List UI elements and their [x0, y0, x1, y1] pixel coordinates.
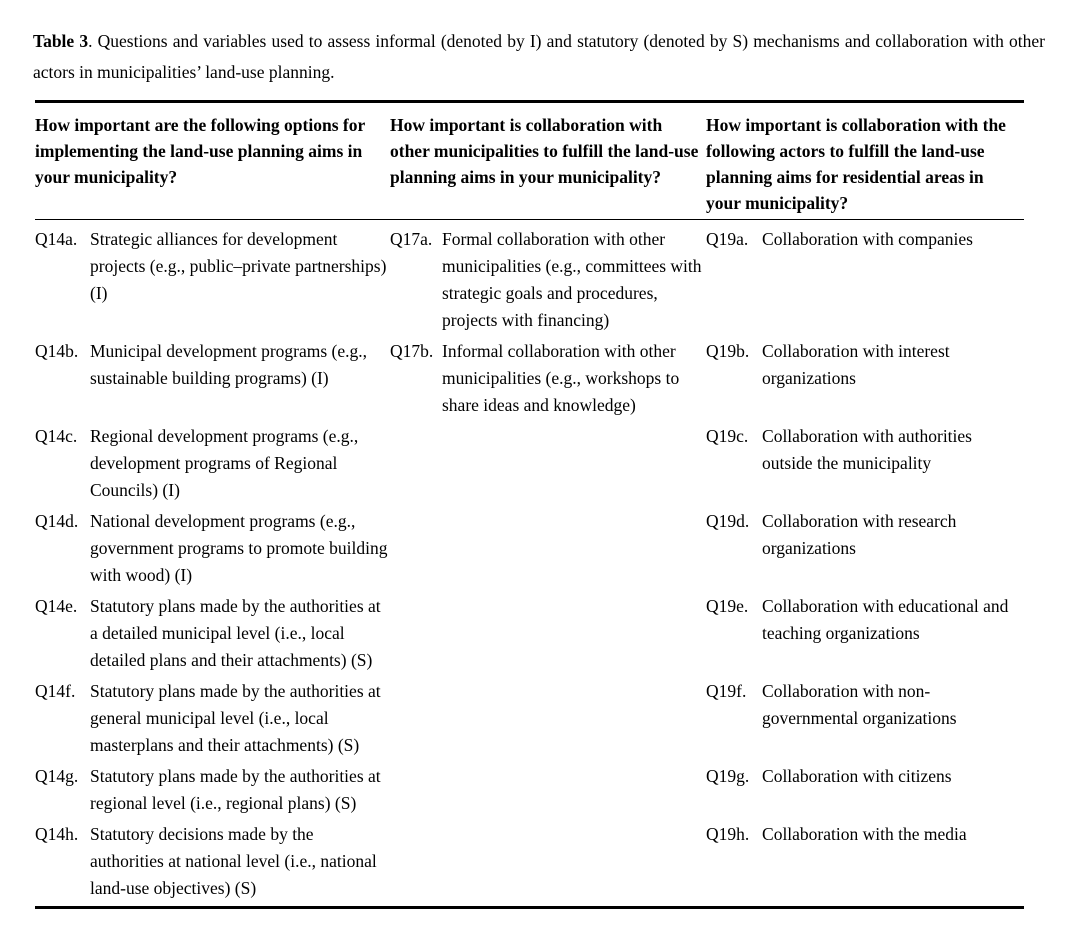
question-code: Q14c.	[35, 426, 78, 446]
table-row	[35, 220, 1024, 339]
question-text	[442, 678, 706, 763]
question-code: Q19c.	[706, 426, 749, 446]
question-text: National development programs (e.g., government programs to promote building with wood) (I)	[90, 511, 388, 585]
column-header-implementation-options: How important are the following options for implementing the land-use planning aims in your municipality?	[35, 102, 390, 220]
question-code	[390, 678, 442, 763]
question-text: Collaboration with the media	[762, 824, 967, 844]
caption-label: Table 3	[33, 31, 89, 51]
caption-text: . Questions and variables used to assess informal (denoted by I) and statutory (denoted by S) mechanisms and collaboration with other actors in municipalities’ land-use planning.	[33, 31, 1045, 82]
question-code: Q19f.	[706, 681, 747, 701]
question-code: Q14b.	[35, 341, 79, 361]
table-row	[35, 508, 1024, 593]
question-code: Q14d.	[35, 511, 79, 531]
question-text	[442, 508, 706, 593]
question-code	[390, 423, 442, 508]
question-code: Q19a.	[706, 229, 749, 249]
question-code: Q14e.	[35, 596, 78, 616]
question-code: Q19b.	[706, 341, 750, 361]
question-text: Collaboration with citizens	[762, 766, 952, 786]
question-text: Collaboration with educational and teaching organizations	[762, 596, 1009, 643]
question-code: Q14f.	[35, 681, 76, 701]
table-caption	[0, 0, 1072, 88]
question-text: Strategic alliances for development projects (e.g., public–private partnerships) (I)	[90, 229, 387, 303]
question-text: Collaboration with research organizations	[762, 511, 957, 558]
question-code	[390, 593, 442, 678]
question-text: Statutory plans made by the authorities at a detailed municipal level (i.e., local detailed plans and their attachments) (S)	[90, 596, 381, 670]
question-code: Q19e.	[706, 596, 749, 616]
question-text	[442, 593, 706, 678]
question-text: Collaboration with non-governmental organizations	[762, 681, 957, 728]
question-text: Formal collaboration with other municipalities (e.g., committees with strategic goals and procedures, projects with financing)	[442, 229, 702, 330]
table-3	[35, 100, 1024, 909]
table-row	[35, 593, 1024, 678]
question-text	[442, 763, 706, 821]
question-code: Q19g.	[706, 766, 750, 786]
table-row	[35, 763, 1024, 821]
question-text: Collaboration with interest organizations	[762, 341, 950, 388]
question-text	[442, 423, 706, 508]
table-row	[35, 821, 1024, 908]
question-code: Q19h.	[706, 824, 750, 844]
question-code	[390, 763, 442, 821]
question-text: Regional development programs (e.g., development programs of Regional Councils) (I)	[90, 426, 359, 500]
question-code: Q17a.	[390, 229, 433, 249]
table-row	[35, 338, 1024, 423]
table-row	[35, 423, 1024, 508]
question-text	[442, 821, 706, 908]
column-header-actor-collaboration: How important is collaboration with the following actors to fulfill the land-use planning aims for residential areas in your municipality?	[706, 102, 1024, 220]
question-code: Q19d.	[706, 511, 750, 531]
question-code: Q14h.	[35, 824, 79, 844]
question-text: Collaboration with authorities outside the municipality	[762, 426, 972, 473]
question-text: Statutory plans made by the authorities at general municipal level (i.e., local masterplans and their attachments) (S)	[90, 681, 381, 755]
question-code: Q14a.	[35, 229, 78, 249]
question-text: Statutory plans made by the authorities at regional level (i.e., regional plans) (S)	[90, 766, 381, 813]
header-row	[35, 102, 1024, 220]
question-text: Municipal development programs (e.g., sustainable building programs) (I)	[90, 341, 368, 388]
question-text: Collaboration with companies	[762, 229, 973, 249]
question-code: Q14g.	[35, 766, 79, 786]
column-header-municipality-collaboration: How important is collaboration with other municipalities to fulfill the land-use planning aims in your municipality?	[390, 102, 706, 220]
question-text: Informal collaboration with other municipalities (e.g., workshops to share ideas and knowledge)	[442, 341, 680, 415]
question-code	[390, 508, 442, 593]
table-row	[35, 678, 1024, 763]
question-text: Statutory decisions made by the authorities at national level (i.e., national land-use objectives) (S)	[90, 824, 377, 898]
question-code	[390, 821, 442, 908]
question-code: Q17b.	[390, 341, 434, 361]
